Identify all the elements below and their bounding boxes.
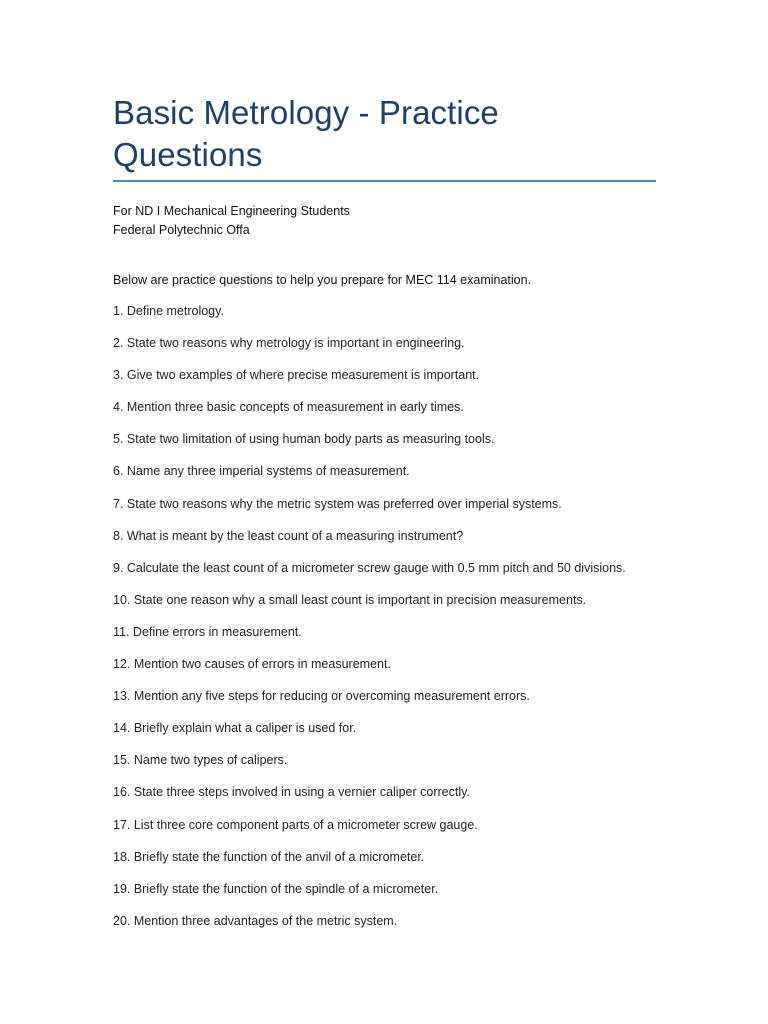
subtitle-audience: For ND I Mechanical Engineering Students [113,204,350,218]
question-item: 16. State three steps involved in using a vernier caliper correctly. [113,785,470,800]
question-item: 4. Mention three basic concepts of measurement in early times. [113,400,464,415]
question-item: 15. Name two types of calipers. [113,753,288,768]
question-item: 19. Briefly state the function of the spindle of a micrometer. [113,881,439,896]
question-item: 14. Briefly explain what a caliper is used for. [113,721,357,736]
question-item: 13. Mention any five steps for reducing or overcoming measurement errors. [113,689,530,704]
subtitle-institution: Federal Polytechnic Offa [113,223,250,237]
subtitle-block [113,202,350,240]
question-item: 8. What is meant by the least count of a measuring instrument? [113,528,464,543]
question-item: 18. Briefly state the function of the anvil of a micrometer. [113,849,425,864]
question-item: 12. Mention two causes of errors in measurement. [113,657,391,672]
question-list [113,303,693,945]
question-item: 3. Give two examples of where precise measurement is important. [113,368,480,383]
page-title-line-2: Questions [113,136,263,173]
question-item: 1. Define metrology. [113,304,224,318]
question-item: 10. State one reason why a small least count is important in precision measurements. [113,592,587,607]
page-title-line-1: Basic Metrology - Practice [113,94,499,131]
intro-text: Below are practice questions to help you prepare for MEC 114 examination. [113,273,532,287]
question-item: 20. Mention three advantages of the metric system. [113,913,398,928]
title-divider [113,180,656,182]
question-item: 6. Name any three imperial systems of measurement. [113,464,410,479]
page-title [113,92,673,176]
question-item: 5. State two limitation of using human body parts as measuring tools. [113,432,495,447]
question-item: 17. List three core component parts of a micrometer screw gauge. [113,817,478,832]
question-item: 2. State two reasons why metrology is important in engineering. [113,336,465,351]
question-item: 11. Define errors in measurement. [113,624,302,639]
question-item: 7. State two reasons why the metric system was preferred over imperial systems. [113,496,562,511]
question-item: 9. Calculate the least count of a micrometer screw gauge with 0.5 mm pitch and 50 divisions. [113,560,626,575]
